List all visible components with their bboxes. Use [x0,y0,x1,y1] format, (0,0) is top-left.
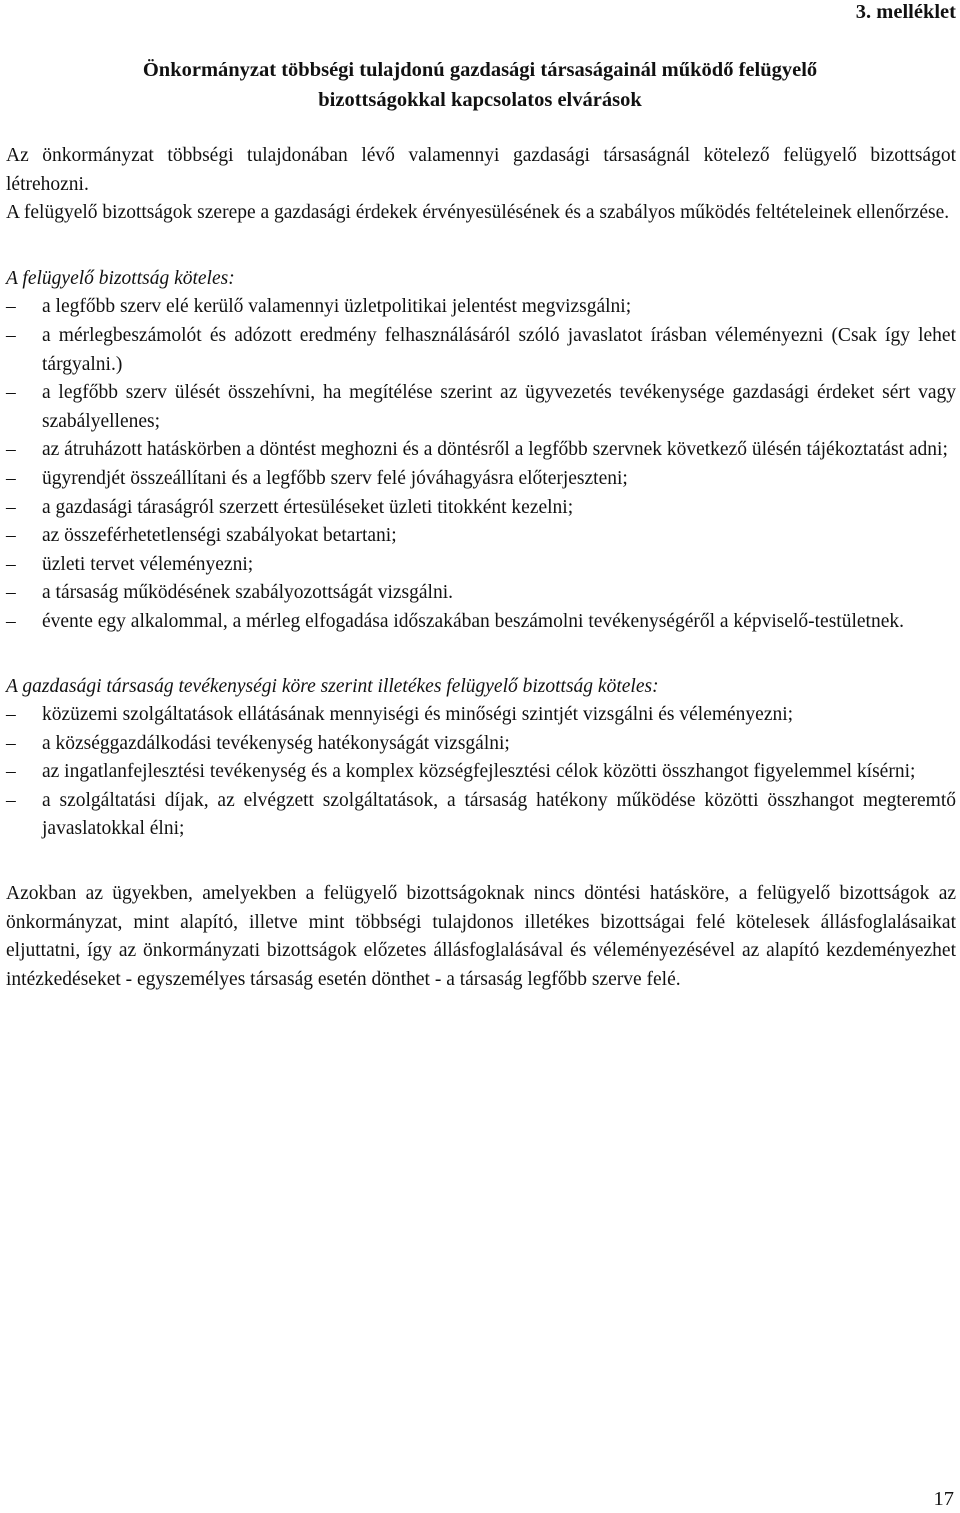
dash-bullet: – [6,732,16,754]
dash-bullet: – [6,496,16,518]
dash-bullet: – [6,610,16,632]
list-item [6,522,956,551]
intro-paragraph-2: A felügyelő bizottságok szerepe a gazdasági érdekek érvényesülésének és a szabályos működés feltételeinek ellenőrzése. [6,202,950,224]
list-item-text: az átruházott hatáskörben a döntést meghozni és a döntésről a legfőbb szervnek következő ülésén tájékoztatást adni; [42,439,948,461]
dash-bullet: – [6,761,16,783]
dash-bullet: – [6,439,16,461]
list-item-text: a mérlegbeszámolót és adózott eredmény felhasználásáról szóló javaslatot írásban véleményezni (Csak így lehet tárgyalni.) [42,324,956,375]
list-item [6,551,956,580]
dash-bullet: – [6,525,16,547]
section-1-list [6,293,956,636]
list-item [6,436,956,465]
section-2-heading: A gazdasági társaság tevékenységi köre szerint illetékes felügyelő bizottság köteles: [6,675,659,697]
dash-bullet: – [6,582,16,604]
list-item-text: az összeférhetetlenségi szabályokat betartani; [42,525,397,547]
document-body [6,142,956,994]
list-item-text: a legfőbb szerv elé kerülő valamennyi üzletpolitikai jelentést megvizsgálni; [42,296,632,318]
list-item [6,293,956,322]
list-item-text: közüzemi szolgáltatások ellátásának mennyiségi és minőségi szintjét vizsgálni és véleményezni; [42,704,794,726]
list-item [6,787,956,844]
list-item-text: a társaság működésének szabályozottságát vizsgálni. [42,582,453,604]
dash-bullet: – [6,553,16,575]
list-item [6,730,956,759]
list-item [6,494,956,523]
list-item [6,701,956,730]
dash-bullet: – [6,324,16,346]
dash-bullet: – [6,382,16,404]
closing-paragraph: Azokban az ügyekben, amelyekben a felügyelő bizottságoknak nincs döntési hatásköre, a felügyelő bizottságok az önkormányzat, mint alapító, illetve mint többségi tulajdonos illetékes bizottságai felé kötelesek állásfoglalásaikat eljuttatni, így az önkormányzati bizottságok előzetes állásfoglalásával és véleményezésével az alapító kezdeményezhet intézkedéseket - egyszemélyes társaság esetén dönthet - a társaság legfőbb szerve felé. [6,883,956,990]
list-item [6,579,956,608]
section-1-heading: A felügyelő bizottság köteles: [6,267,235,289]
dash-bullet: – [6,296,16,318]
list-item-text: a gazdasági táraságról szerzett értesüléseket üzleti titokként kezelni; [42,496,574,518]
list-item [6,758,956,787]
document-title [0,55,960,115]
section-2-list [6,701,956,844]
list-item-text: évente egy alkalommal, a mérleg elfogadása időszakában beszámolni tevékenységéről a képviselő-testületnek. [42,610,904,632]
page-number: 17 [933,1488,954,1510]
intro-paragraph-1: Az önkormányzat többségi tulajdonában lévő valamennyi gazdasági társaságnál kötelező felügyelő bizottságot létrehozni. [6,145,956,195]
dash-bullet: – [6,789,16,811]
list-item-text: ügyrendjét összeállítani és a legfőbb szerv felé jóváhagyásra előterjeszteni; [42,467,628,489]
list-item-text: a szolgáltatási díjak, az elvégzett szolgáltatások, a társaság hatékony működése közötti összhangot megteremtő javaslatokkal élni; [42,789,956,840]
annex-label: 3. melléklet [855,1,956,23]
list-item-text: a legfőbb szerv ülését összehívni, ha megítélése szerint az ügyvezetés tevékenysége gazdasági érdeket sért vagy szabályellenes; [42,382,956,432]
title-line-1: Önkormányzat többségi tulajdonú gazdasági társaságainál működő felügyelő [142,59,818,81]
list-item [6,379,956,436]
list-item-text: a községgazdálkodási tevékenység hatékonyságát vizsgálni; [42,732,510,754]
list-item-text: az ingatlanfejlesztési tevékenység és a komplex községfejlesztési célok közötti összhangot figyelemmel kísérni; [42,761,916,783]
dash-bullet: – [6,704,16,726]
list-item-text: üzleti tervet véleményezni; [42,553,254,575]
list-item [6,608,956,637]
title-line-2: bizottságokkal kapcsolatos elvárások [318,89,642,111]
list-item [6,322,956,379]
list-item [6,465,956,494]
dash-bullet: – [6,467,16,489]
